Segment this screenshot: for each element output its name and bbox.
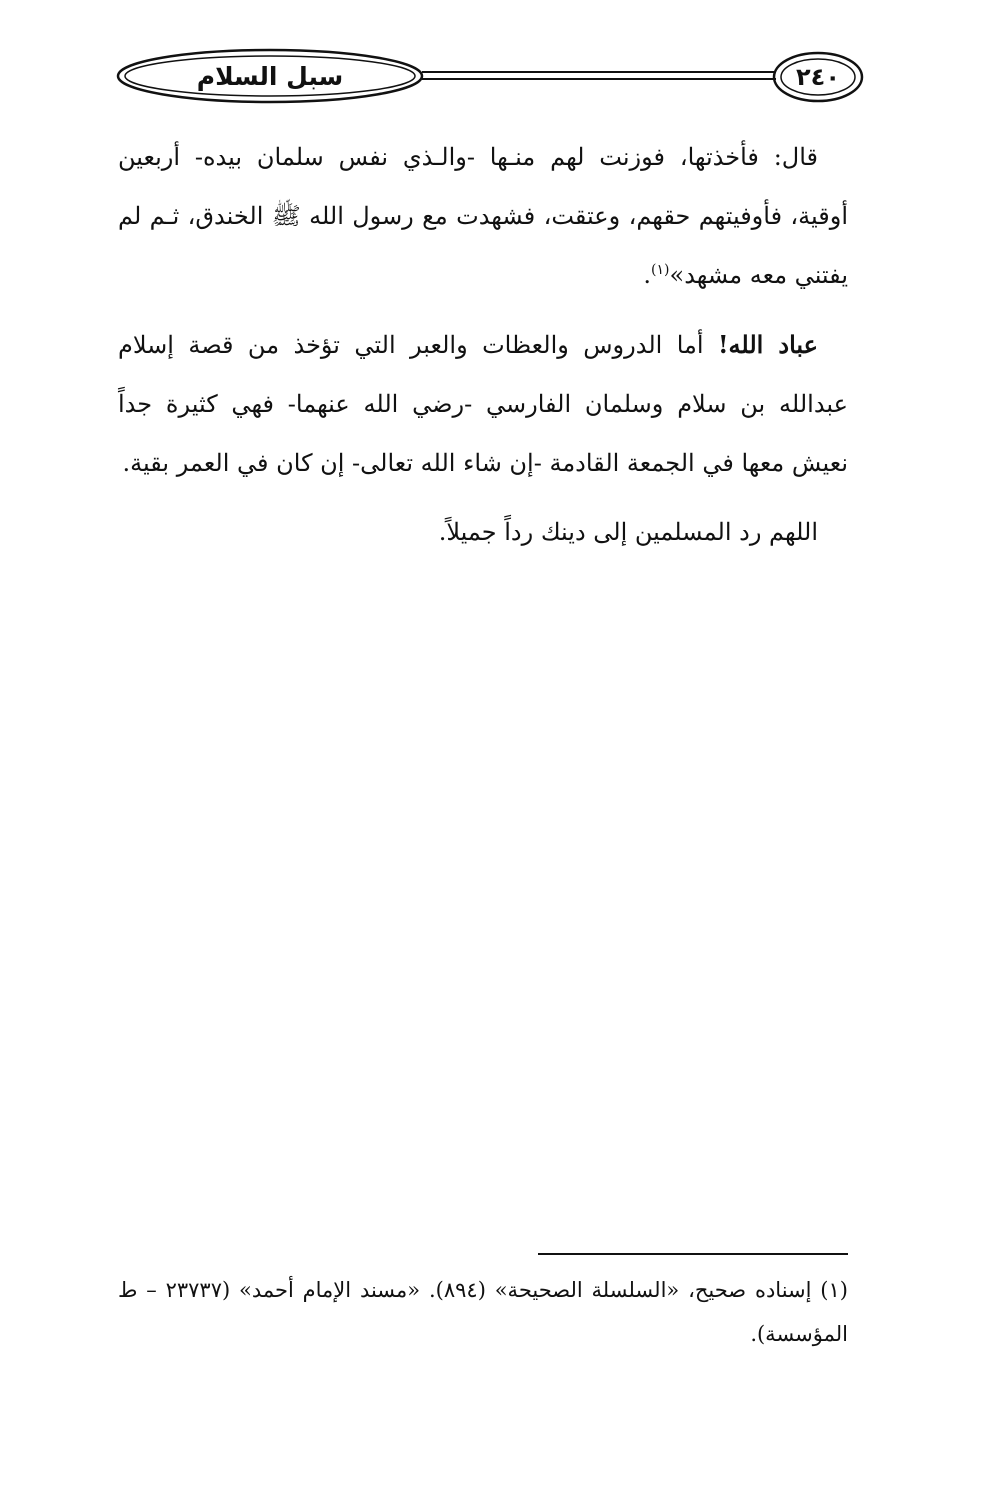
paragraph-1 <box>118 128 848 305</box>
paragraph-2-text: أما الدروس والعظات والعبر التي تؤخذ من قصة إسلام عبدالله بن سلام وسلمان الفارسي -رضي الله عنهما- فهي كثيرة جداً نعيش معها في الجمعة القادمة -إن شاء الله تعالى- إن كان في العمر بقية. <box>118 331 848 477</box>
footnote-1: (١) إسناده صحيح، «السلسلة الصحيحة» (٨٩٤). «مسند الإمام أحمد» (٢٣٧٣٧ – ط المؤسسة). <box>118 1278 848 1346</box>
book-title: سبل السلام <box>196 61 344 91</box>
paragraph-2-lead: عباد الله! <box>717 330 818 359</box>
main-text <box>118 128 848 572</box>
paragraph-1-text: قال: فأخذتها، فوزنت لهم منـها -والـذي نفس سلمان بيده- أربعين أوقية، فأوفيتهم حقهم، وعتقت، فشهدت مع رسول الله ﷺ الخندق، ثـم لم يفتني معه مشهد» <box>118 143 848 289</box>
paragraph-3: اللهم رد المسلمين إلى دينك رداً جميلاً. <box>438 518 818 546</box>
paragraph-2 <box>118 315 848 493</box>
footnote-reference: (١) <box>651 262 670 278</box>
footnote-divider <box>538 1253 848 1255</box>
paragraph-1-end: . <box>643 261 652 289</box>
page-number: ٢٤٠ <box>796 63 840 91</box>
page-header <box>112 46 864 108</box>
